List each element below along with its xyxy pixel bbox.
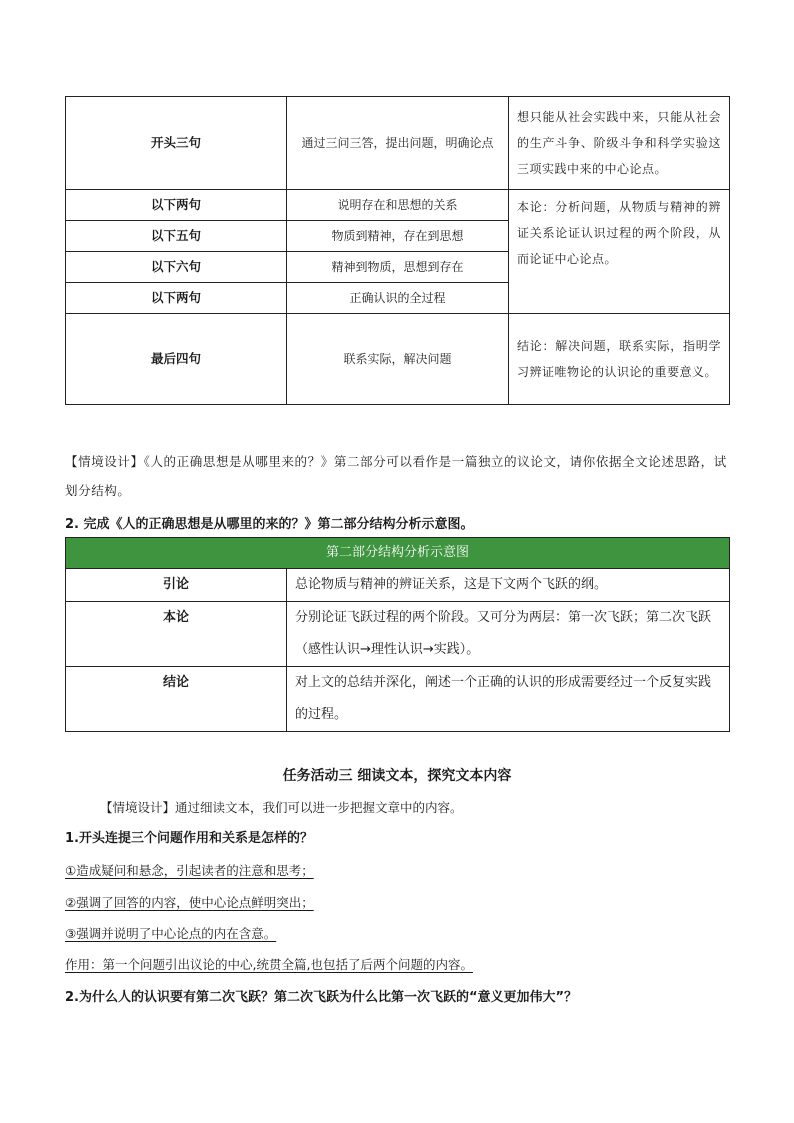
row-description: 对上文的总结并深化，阐述一个正确的认识的形成需要经过一个反复实践的过程。 — [287, 667, 730, 732]
table-header-row — [66, 538, 730, 569]
row-note: 想只能从社会实践中来，只能从社会的生产斗争、阶级斗争和科学实验这三项实践中来的中心论点。 — [509, 97, 730, 190]
table-row — [66, 97, 730, 190]
row-note: 本论：分析问题，从物质与精神的辨证关系论证认识过程的两个阶段，从而论证中心论点。 — [509, 190, 730, 314]
row-label: 以下五句 — [66, 221, 287, 252]
answer-line: ①造成疑问和悬念，引起读者的注意和思考； — [65, 863, 314, 878]
table-row — [66, 667, 730, 732]
row-label: 开头三句 — [66, 97, 287, 190]
row-note: 结论：解决问题，联系实际，指明学习辨证唯物论的认识论的重要意义。 — [509, 314, 730, 405]
row-label: 结论 — [66, 667, 287, 732]
question-2-heading: 2. 完成《人的正确思想是从哪里的来的？》第二部分结构分析示意图。 — [65, 517, 474, 532]
structure-table-1 — [65, 96, 730, 405]
section-title: 任务活动三 细读文本，探究文本内容 — [282, 768, 512, 784]
row-label: 引论 — [66, 569, 287, 602]
situation-design-2: 【情境设计】通过细读文本，我们可以进一步把握文章中的内容。 — [100, 800, 463, 815]
table-row — [66, 602, 730, 667]
answer-line: 作用：第一个问题引出议论的中心,统贯全篇,也包括了后两个问题的内容。 — [65, 957, 473, 972]
table-row — [66, 314, 730, 405]
row-content: 物质到精神，存在到思想 — [287, 221, 509, 252]
question-1: 1.开头连提三个问题作用和关系是怎样的？ — [65, 831, 313, 846]
row-label: 最后四句 — [66, 314, 287, 405]
table-row — [66, 190, 730, 221]
row-label: 以下六句 — [66, 252, 287, 283]
answer-line: ②强调了回答的内容，使中心论点鲜明突出； — [65, 895, 314, 910]
structure-table-2 — [65, 537, 730, 732]
row-label: 以下两句 — [66, 283, 287, 314]
table-row — [66, 569, 730, 602]
situation-design-1: 【情境设计】《人的正确思想是从哪里来的？》第二部分可以看作是一篇独立的议论文，请你依据全文论述思路，试划分结构。 — [65, 454, 727, 498]
row-description: 分别论证飞跃过程的两个阶段。又可分为两层：第一次飞跃；第二次飞跃（感性认识→理性认识→实践）。 — [287, 602, 730, 667]
table-header: 第二部分结构分析示意图 — [66, 538, 730, 569]
row-label: 以下两句 — [66, 190, 287, 221]
row-content: 正确认识的全过程 — [287, 283, 509, 314]
row-content: 说明存在和思想的关系 — [287, 190, 509, 221]
row-content: 精神到物质，思想到存在 — [287, 252, 509, 283]
row-content: 联系实际，解决问题 — [287, 314, 509, 405]
answer-line: ③强调并说明了中心论点的内在含意。 — [65, 926, 277, 941]
row-content: 通过三问三答，提出问题，明确论点 — [287, 97, 509, 190]
question-2: 2.为什么人的认识要有第二次飞跃？第二次飞跃为什么比第一次飞跃的“意义更加伟大”？ — [65, 990, 578, 1005]
row-description: 总论物质与精神的辨证关系，这是下文两个飞跃的纲。 — [287, 569, 730, 602]
row-label: 本论 — [66, 602, 287, 667]
